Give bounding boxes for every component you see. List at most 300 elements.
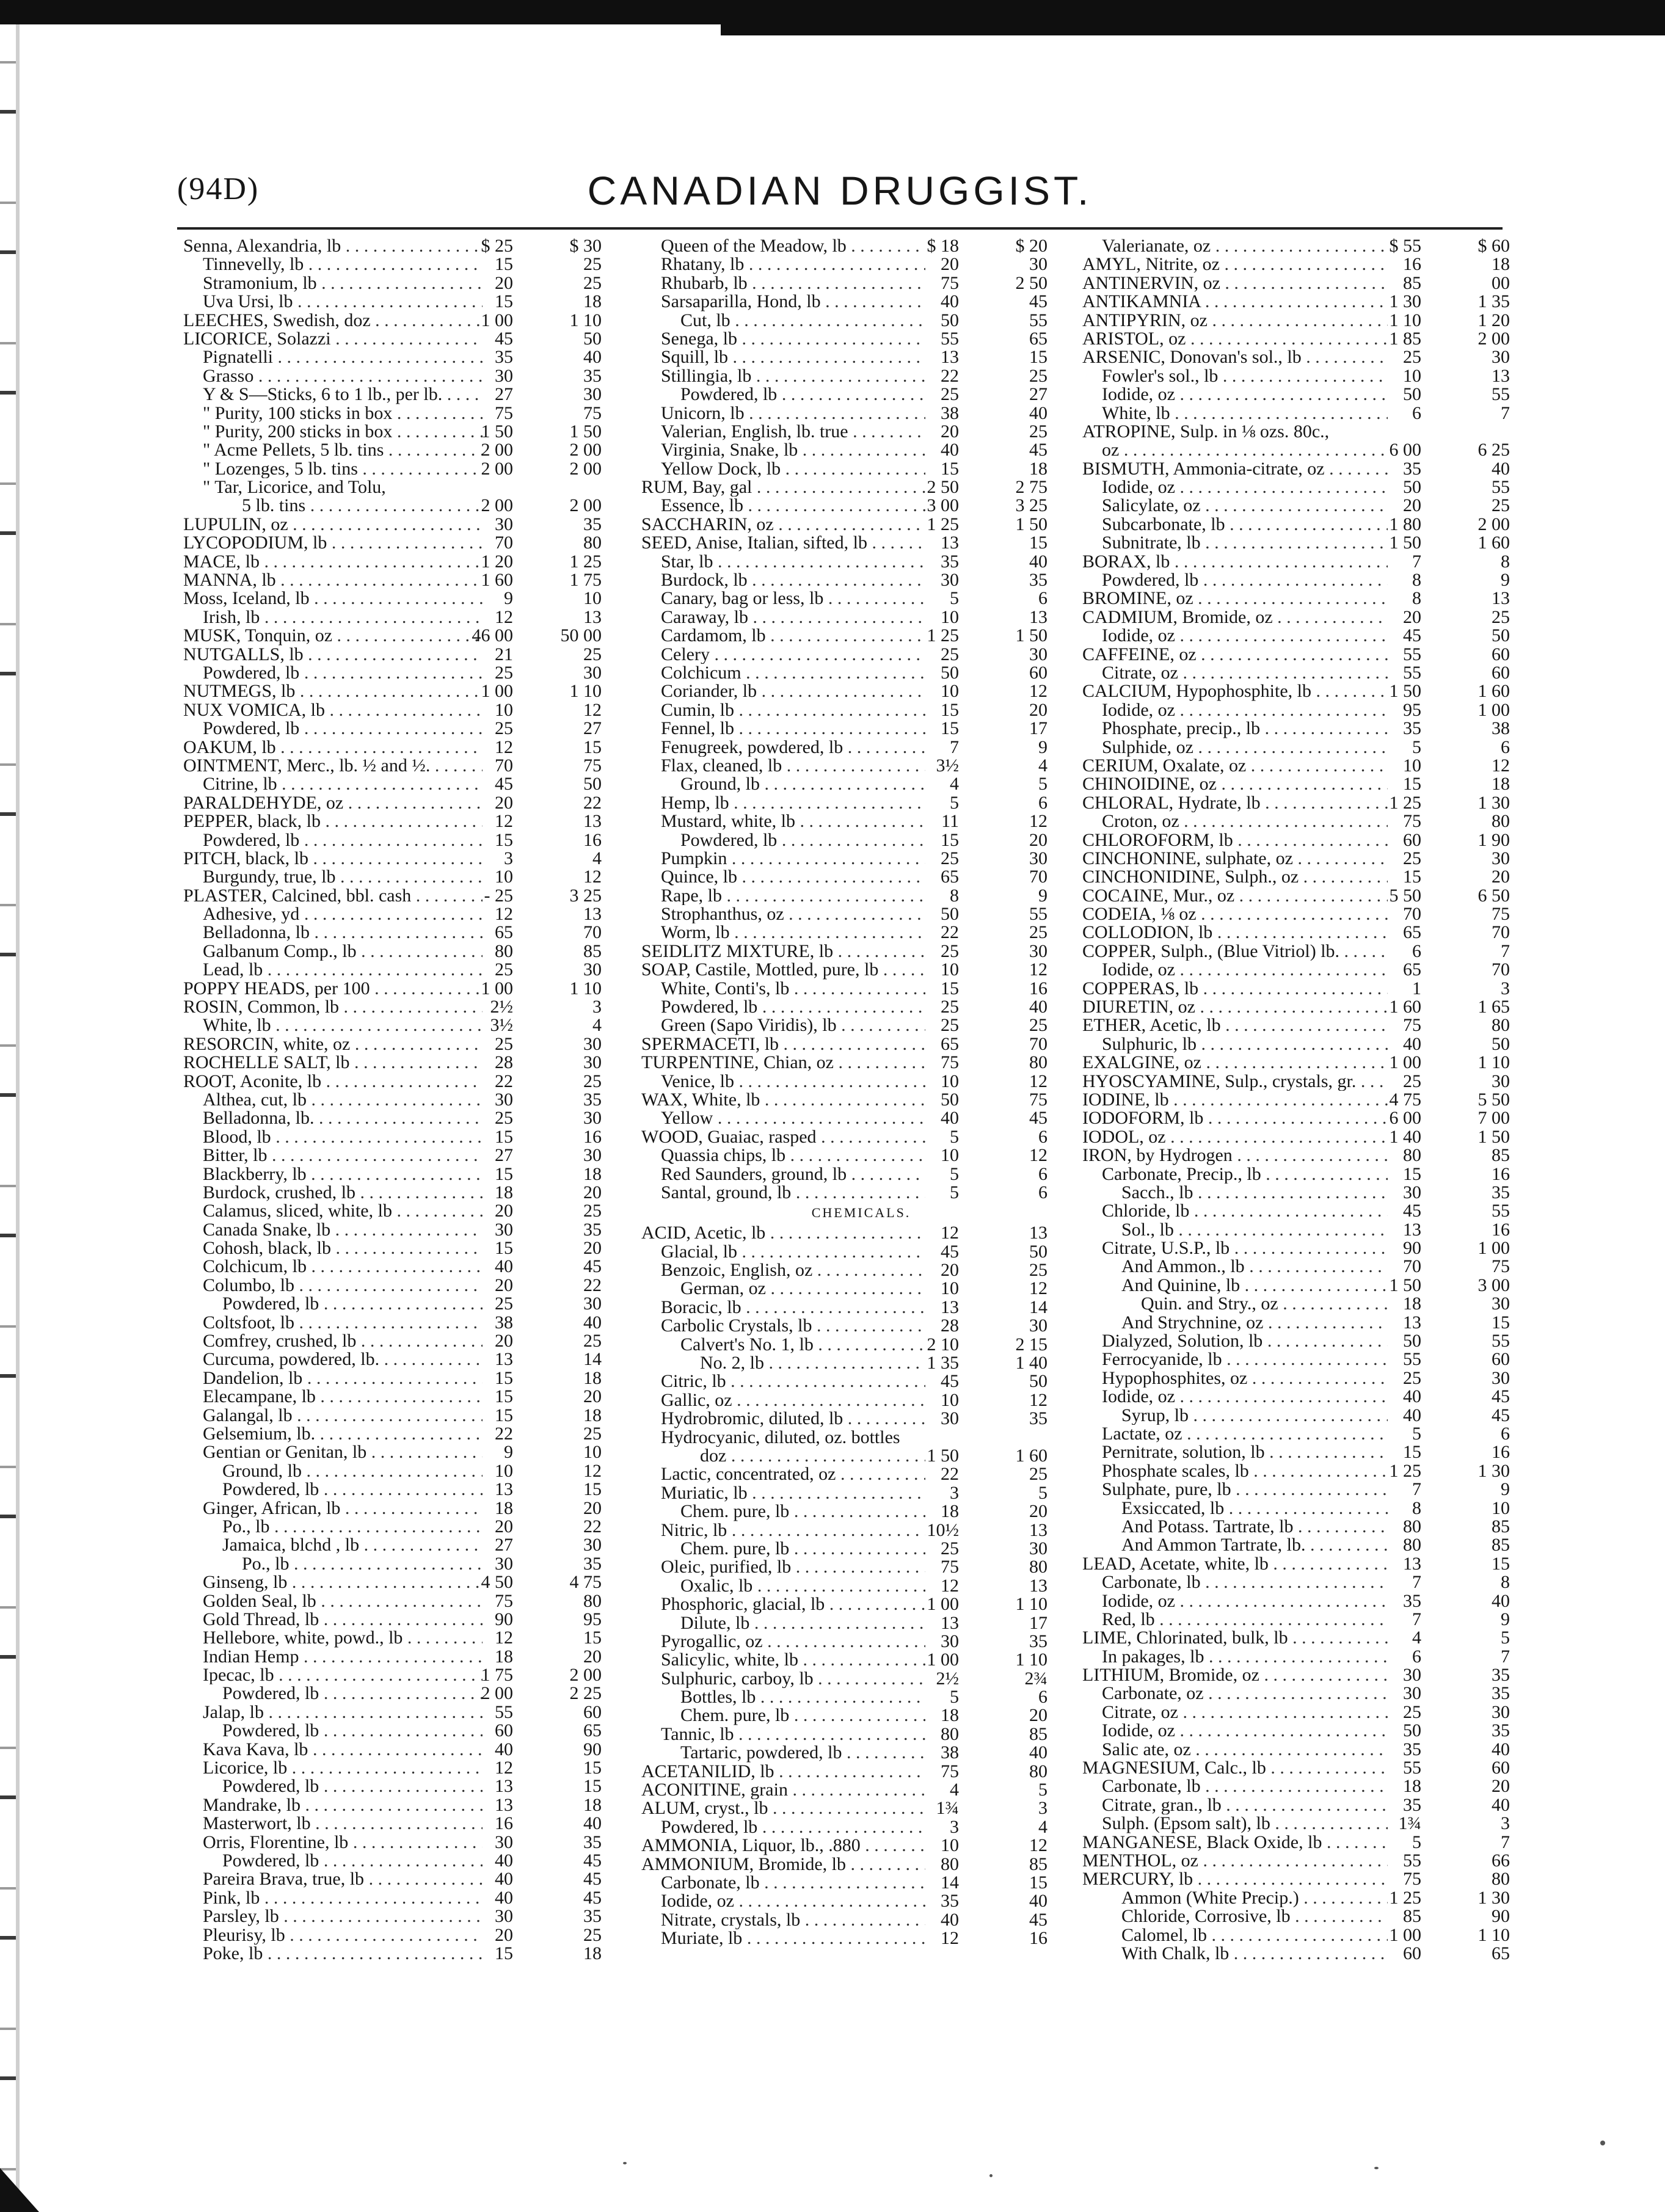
item-name: Iodide, oz . . .	[1102, 1388, 1388, 1406]
price-row	[641, 850, 1081, 868]
price-low: 40	[495, 1256, 513, 1277]
price-high: 90	[583, 1739, 602, 1759]
price-low: 80	[1403, 1145, 1421, 1166]
price-row	[641, 1372, 1081, 1391]
item-name: Kava Kava, lb . . .	[203, 1741, 483, 1759]
item-name: Mandrake, lb . . .	[203, 1796, 483, 1814]
price-low: 15	[495, 254, 513, 275]
price-high: 20	[1029, 1705, 1047, 1726]
price-low: 15	[495, 1405, 513, 1425]
price-high: 15	[583, 737, 602, 757]
item-name: Green (Sapo Viridis), lb . . .	[661, 1016, 925, 1035]
price-high: $ 60	[1477, 236, 1510, 256]
item-name: POPPY HEADS, per 100 . . .	[183, 980, 483, 998]
price-high: 70	[1029, 1033, 1047, 1054]
item-name: Salic ate, oz . . .	[1102, 1741, 1388, 1759]
item-name: Jamaica, blchd , lb . . .	[222, 1536, 483, 1554]
item-name: Strophanthus, oz . . .	[661, 905, 925, 923]
price-high: 1 10	[569, 310, 602, 330]
price-row	[183, 1314, 623, 1332]
item-name: Chloride, Corrosive, lb . . .	[1121, 1907, 1388, 1926]
price-row	[1082, 1462, 1522, 1480]
price-row	[1082, 330, 1522, 348]
item-name: PITCH, black, lb . . .	[183, 850, 483, 868]
item-name: Powdered, lb . . .	[222, 1722, 483, 1740]
price-high: 22	[583, 792, 602, 813]
price-row	[183, 348, 623, 366]
price-high: 1 10	[1015, 1650, 1047, 1670]
price-high: 7	[1501, 940, 1510, 961]
price-high: 20	[583, 1646, 602, 1667]
price-low: 35	[941, 1891, 959, 1912]
price-row	[1082, 497, 1522, 515]
price-low: 20	[495, 272, 513, 293]
price-low: 20	[941, 421, 959, 442]
price-low: 50	[1403, 477, 1421, 498]
price-high: 30	[583, 384, 602, 405]
price-row	[641, 1799, 1081, 1817]
price-high: 95	[583, 1609, 602, 1629]
item-name: Coltsfoot, lb . . .	[203, 1314, 483, 1332]
price-low: 25	[1403, 347, 1421, 368]
item-name: German, oz . . .	[680, 1279, 925, 1298]
item-name: Sulphuric, lb . . .	[1102, 1035, 1388, 1053]
item-name: CALCIUM, Hypophosphite, lb . . .	[1082, 682, 1388, 700]
price-low: 10½	[927, 1519, 959, 1540]
price-high: 16	[1492, 1219, 1510, 1240]
item-name: Queen of the Meadow, lb . . .	[661, 237, 925, 255]
price-low: 55	[941, 328, 959, 349]
price-high: 30	[1492, 347, 1510, 368]
item-name: With Chalk, lb . . .	[1121, 1945, 1388, 1963]
item-name: Caraway, lb . . .	[661, 608, 925, 627]
price-low: 10	[941, 681, 959, 702]
price-low: 5	[1412, 1424, 1421, 1444]
price-high: 1 65	[1477, 997, 1510, 1017]
price-high: 14	[1029, 1297, 1047, 1317]
item-name: AMYL, Nitrite, oz . . .	[1082, 255, 1388, 274]
price-high: 80	[1029, 1052, 1047, 1073]
item-name: Irish, lb . . .	[203, 608, 483, 627]
price-low: 15	[941, 458, 959, 479]
price-high: 1 50	[569, 421, 602, 442]
price-low: 13	[941, 1612, 959, 1633]
price-row	[1082, 311, 1522, 330]
price-low: 1	[1412, 978, 1421, 999]
price-high: 20	[1492, 1776, 1510, 1797]
item-name: Iodide, oz . . .	[1102, 1592, 1388, 1610]
item-name: Unicorn, lb . . .	[661, 404, 925, 423]
price-high: 15	[583, 1628, 602, 1648]
item-name: Iodide, oz . . .	[1102, 627, 1388, 645]
price-row	[183, 293, 623, 311]
price-low: 55	[1403, 1349, 1421, 1370]
price-high: 85	[1029, 1723, 1047, 1744]
price-low: 3	[950, 1816, 959, 1837]
price-low: 28	[495, 1052, 513, 1073]
price-low: 40	[1403, 1405, 1421, 1425]
price-row	[183, 850, 623, 868]
price-low: 45	[941, 1241, 959, 1262]
price-low: 40	[495, 1887, 513, 1908]
price-high: 3	[1501, 978, 1510, 999]
price-high: 3	[592, 997, 602, 1017]
price-high: 35	[583, 365, 602, 386]
item-name: MANGANESE, Black Oxide, lb . . .	[1082, 1833, 1388, 1852]
price-high: 85	[1029, 1854, 1047, 1874]
price-low: 40	[1403, 1033, 1421, 1054]
price-high: 6	[1038, 792, 1047, 813]
item-name: NUTGALLS, lb . . .	[183, 646, 483, 664]
price-high: 60	[1492, 1758, 1510, 1778]
item-name: Flax, cleaned, lb . . .	[661, 757, 925, 775]
price-row	[1082, 1388, 1522, 1406]
price-low: 1¾	[1398, 1813, 1421, 1834]
price-low: 14	[941, 1872, 959, 1893]
price-high: 00	[1492, 272, 1510, 293]
item-name: OINTMENT, Merc., lb. ½ and ½. . . .	[183, 757, 483, 775]
price-row	[1082, 1555, 1522, 1573]
price-row	[1082, 942, 1522, 961]
item-name: ATROPINE, Sulp. in ⅛ ozs. 80c.,	[1082, 422, 1330, 442]
price-row	[641, 1224, 1081, 1242]
price-row	[641, 1725, 1081, 1744]
price-high: 20	[583, 1386, 602, 1407]
price-high: 6	[1038, 588, 1047, 609]
price-low: 1 25	[1389, 1460, 1421, 1481]
price-high: 45	[1492, 1405, 1510, 1425]
item-name: Golden Seal, lb . . .	[203, 1592, 483, 1610]
price-high: 40	[583, 347, 602, 368]
scan-speck	[989, 2174, 993, 2177]
price-row	[641, 1763, 1081, 1781]
price-row	[1082, 1610, 1522, 1629]
price-high: 40	[1029, 551, 1047, 572]
price-row	[641, 1651, 1081, 1669]
price-high: 60	[583, 1701, 602, 1722]
item-name: Cumin, lb . . .	[661, 701, 925, 719]
price-low: 35	[1403, 1590, 1421, 1611]
item-name: TURPENTINE, Chian, oz . . .	[641, 1053, 925, 1072]
price-high: 1 50	[1015, 514, 1047, 534]
price-row	[183, 385, 623, 404]
price-low: 95	[1403, 699, 1421, 720]
price-high: 12	[583, 867, 602, 887]
price-high: 12	[1029, 1389, 1047, 1410]
price-high: 45	[583, 1869, 602, 1890]
price-low: 20	[495, 1924, 513, 1945]
price-low: 30	[495, 365, 513, 386]
price-low: 16	[495, 1813, 513, 1834]
price-high: 9	[1501, 1609, 1510, 1629]
price-high: 13	[583, 904, 602, 925]
price-high: 60	[1492, 662, 1510, 683]
price-high: 35	[583, 514, 602, 534]
price-high: 13	[1029, 1575, 1047, 1596]
price-high: 85	[583, 940, 602, 961]
price-row	[183, 1295, 623, 1313]
price-row	[183, 1722, 623, 1740]
price-low: 18	[495, 1646, 513, 1667]
price-high: 9	[1501, 1479, 1510, 1500]
price-row	[641, 757, 1081, 775]
price-row	[1082, 1202, 1522, 1220]
price-row	[183, 1889, 623, 1907]
item-name: Coriander, lb . . .	[661, 682, 925, 700]
price-low: 35	[1403, 1739, 1421, 1759]
section-heading: CHEMICALS.	[811, 1205, 911, 1221]
item-name: ETHER, Acetic, lb . . .	[1082, 1016, 1388, 1035]
item-name: Tartaric, powdered, lb . . .	[680, 1744, 925, 1762]
item-name: BISMUTH, Ammonia-citrate, oz . . .	[1082, 460, 1388, 478]
price-row	[641, 812, 1081, 831]
price-high: 40	[1029, 1891, 1047, 1912]
price-row	[1082, 1109, 1522, 1127]
item-name: WAX, White, lb . . .	[641, 1091, 925, 1109]
price-high: 27	[583, 718, 602, 739]
price-high: 18	[583, 1794, 602, 1815]
price-low: 25	[941, 384, 959, 405]
item-name: LICORICE, Solazzi . . .	[183, 330, 483, 348]
price-high: 25	[1029, 922, 1047, 943]
item-name: Senna, Alexandria, lb . . .	[183, 237, 483, 255]
price-high: 25	[1029, 1464, 1047, 1485]
price-row	[183, 1592, 623, 1610]
price-row	[641, 1109, 1081, 1127]
price-high: 4	[592, 848, 602, 868]
price-row	[183, 441, 623, 459]
price-high: 45	[583, 1850, 602, 1871]
item-name: Sarsaparilla, Hond, lb . . .	[661, 293, 925, 311]
price-low: 15	[495, 291, 513, 312]
price-low: 18	[495, 1497, 513, 1518]
price-row	[183, 1648, 623, 1666]
item-name: Rape, lb . . .	[661, 887, 925, 905]
price-low: 7	[1412, 1572, 1421, 1593]
price-row	[641, 1632, 1081, 1651]
price-high: 25	[583, 1424, 602, 1444]
item-name: Phosphate, precip., lb . . .	[1102, 719, 1388, 738]
price-row	[641, 1614, 1081, 1632]
price-high: 60	[1029, 662, 1047, 683]
item-name: Valerianate, oz . . .	[1102, 237, 1388, 255]
price-row	[1082, 1722, 1522, 1740]
scan-left-edge-shadow	[16, 24, 20, 2212]
price-low: 80	[1403, 1516, 1421, 1537]
price-row	[1082, 1165, 1522, 1184]
price-low: 2½	[936, 1668, 959, 1689]
price-row	[1082, 1703, 1522, 1722]
price-row	[183, 1536, 623, 1554]
item-name: Citrate, oz . . .	[1102, 664, 1388, 682]
price-row	[1082, 1926, 1522, 1945]
price-row	[183, 1796, 623, 1814]
item-name: SEIDLITZ MIXTURE, lb . . .	[641, 942, 925, 961]
item-name: Adhesive, yd . . .	[203, 905, 483, 923]
item-name: Colchicum, lb . . .	[203, 1257, 483, 1276]
price-row	[641, 1577, 1081, 1595]
item-name: CERIUM, Oxalate, oz . . .	[1082, 757, 1388, 775]
price-row	[183, 887, 623, 905]
price-row	[641, 1354, 1081, 1372]
price-row	[641, 1929, 1081, 1948]
price-low: 80	[1403, 1535, 1421, 1555]
price-low: 13	[1403, 1219, 1421, 1240]
price-row	[641, 868, 1081, 886]
price-high: 50	[1029, 1241, 1047, 1262]
item-name: Sulphuric, carboy, lb . . .	[661, 1670, 925, 1688]
price-low: 65	[941, 867, 959, 887]
item-name: Iodide, oz . . .	[1102, 961, 1388, 979]
price-row	[1082, 385, 1522, 404]
price-low: 1 75	[481, 1665, 513, 1686]
price-row	[1082, 1648, 1522, 1666]
item-name: MANNA, lb . . .	[183, 571, 483, 589]
item-name: Chem. pure, lb . . .	[680, 1540, 925, 1558]
item-name: Ground, lb . . .	[222, 1462, 483, 1480]
price-row	[641, 1521, 1081, 1540]
header-rule	[177, 227, 1503, 230]
price-high: 2 00	[569, 458, 602, 479]
price-row	[1082, 1536, 1522, 1554]
price-low: 20	[495, 1275, 513, 1295]
item-name: MUSK, Tonquin, oz . . .	[183, 627, 483, 645]
price-low: 18	[941, 1705, 959, 1726]
price-low: 15	[495, 1367, 513, 1388]
price-low: 8	[950, 885, 959, 906]
price-high: 1 20	[1477, 310, 1510, 330]
price-high: 40	[1029, 1742, 1047, 1763]
price-high: 25	[583, 1071, 602, 1091]
price-high: 25	[1029, 365, 1047, 386]
price-row	[1082, 1221, 1522, 1239]
price-low: 75	[1403, 811, 1421, 832]
price-high: 6	[1038, 1163, 1047, 1184]
price-low: 70	[1403, 1256, 1421, 1277]
price-low: 40	[941, 1909, 959, 1930]
price-low: 5	[950, 1182, 959, 1202]
price-high: 1 75	[569, 570, 602, 591]
item-name: Ginger, African, lb . . .	[203, 1499, 483, 1518]
price-high: 2 00	[569, 440, 602, 460]
item-name: Boracic, lb . . .	[661, 1298, 925, 1317]
price-low: 35	[1403, 1794, 1421, 1815]
price-high: 85	[1492, 1516, 1510, 1537]
price-high: 2 00	[569, 1665, 602, 1686]
price-low: 50	[1403, 1331, 1421, 1352]
price-low: 7	[1412, 551, 1421, 572]
price-row	[641, 646, 1081, 664]
item-name: CAFFEINE, oz . . .	[1082, 646, 1388, 664]
item-name: CINCHONIDINE, Sulph., oz . . .	[1082, 868, 1388, 886]
item-name: Dandelion, lb . . .	[203, 1369, 483, 1388]
item-name: COCAINE, Mur., oz . . .	[1082, 887, 1388, 905]
price-low: 18	[1403, 1293, 1421, 1314]
price-low: 13	[495, 1794, 513, 1815]
price-row	[183, 738, 623, 757]
item-name: OAKUM, lb . . .	[183, 738, 483, 757]
price-low: 30	[495, 1832, 513, 1852]
price-high: 70	[1029, 867, 1047, 887]
item-name: Croton, oz . . .	[1102, 812, 1388, 831]
price-row	[641, 1874, 1081, 1892]
price-low: 13	[1403, 1553, 1421, 1574]
price-high: 7	[1501, 402, 1510, 423]
price-row	[183, 1610, 623, 1629]
item-name: Salicylate, oz . . .	[1102, 497, 1388, 515]
price-high: 30	[1492, 848, 1510, 868]
price-row	[1082, 775, 1522, 793]
price-high: 3 00	[1477, 1275, 1510, 1295]
price-high: 70	[1492, 922, 1510, 943]
price-row	[641, 1035, 1081, 1053]
price-row	[1082, 980, 1522, 998]
item-name: Belladonna, lb. . . .	[203, 1109, 483, 1127]
price-high: 13	[1029, 1519, 1047, 1540]
price-row	[183, 1480, 623, 1499]
price-high: 13	[583, 811, 602, 832]
price-low: 45	[1403, 625, 1421, 646]
item-name: Fenugreek, powdered, lb . . .	[661, 738, 925, 757]
item-name: Sulphate, pure, lb . . .	[1102, 1480, 1388, 1499]
price-high: 40	[1029, 402, 1047, 423]
price-row	[641, 1184, 1081, 1202]
item-name: Citric, lb . . .	[661, 1372, 925, 1391]
item-name: Phosphate scales, lb . . .	[1102, 1462, 1388, 1480]
price-low: 27	[495, 1145, 513, 1166]
price-row	[641, 942, 1081, 961]
price-high: 40	[1492, 1590, 1510, 1611]
price-low: 27	[495, 384, 513, 405]
price-row	[1082, 905, 1522, 923]
price-high: 10	[583, 588, 602, 609]
price-row	[641, 1128, 1081, 1146]
price-low: 38	[941, 402, 959, 423]
price-low: 12	[495, 737, 513, 757]
price-high: 16	[583, 1126, 602, 1147]
price-high: 35	[583, 1832, 602, 1852]
item-name: Belladonna, lb . . .	[203, 923, 483, 942]
item-name: Carbonate, lb . . .	[1102, 1777, 1388, 1795]
price-high: 45	[1029, 1108, 1047, 1129]
price-low: 1 25	[927, 514, 959, 534]
price-high: 12	[583, 699, 602, 720]
price-high: 20	[583, 1238, 602, 1259]
price-high: 13	[583, 606, 602, 627]
price-high: 75	[583, 402, 602, 423]
price-high: 80	[583, 533, 602, 553]
price-low: 5	[950, 1687, 959, 1708]
item-name: In pakages, lb . . .	[1102, 1648, 1388, 1666]
price-high: 16	[583, 829, 602, 850]
item-name: Carbonate, lb . . .	[1102, 1573, 1388, 1592]
price-row	[641, 682, 1081, 700]
price-low: 25	[941, 997, 959, 1017]
price-high: 80	[1492, 811, 1510, 832]
price-high: 13	[1029, 1223, 1047, 1243]
item-name: Red, lb . . .	[1102, 1610, 1388, 1629]
price-row	[1082, 1777, 1522, 1795]
price-low: $ 25	[481, 236, 513, 256]
price-low: 45	[495, 774, 513, 795]
item-name: Grasso . . .	[203, 367, 483, 385]
item-name: " Acme Pellets, 5 lb. tins . . .	[203, 441, 483, 459]
item-name: Tannic, lb . . .	[661, 1725, 925, 1744]
price-high: 25	[583, 644, 602, 664]
price-low: 12	[495, 1758, 513, 1778]
item-name: Celery . . .	[661, 646, 925, 664]
price-row	[183, 367, 623, 385]
